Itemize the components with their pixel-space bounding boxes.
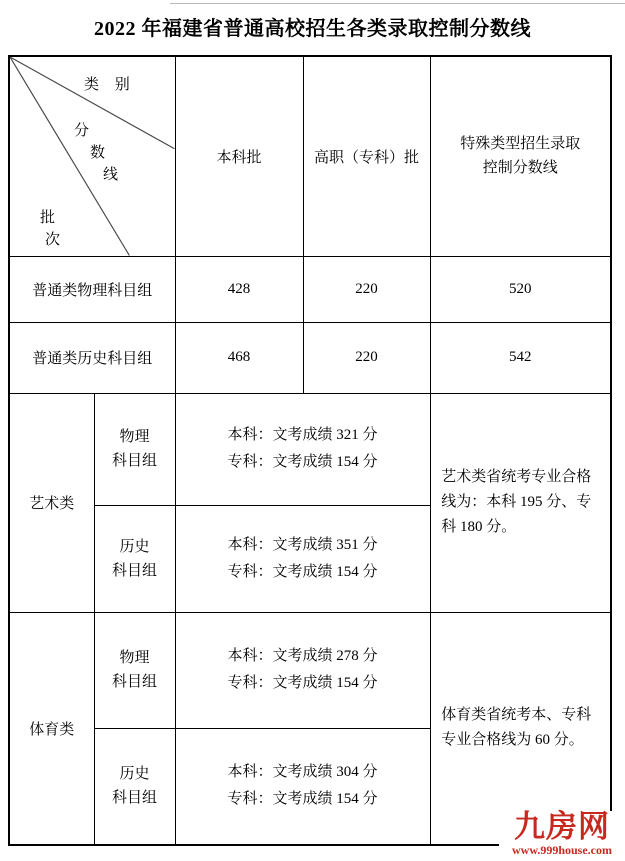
- corner-score-char-3: 线: [103, 167, 119, 183]
- note-text: 体育类省统考本、专科专业合格线为 60 分。: [441, 707, 592, 749]
- score-line2: 专科：文考成绩 154 分: [227, 791, 378, 808]
- row-label: 普通类历史科目组: [9, 322, 175, 393]
- header-special-line2: 控制分数线: [482, 160, 558, 177]
- header-benke: 本科批: [175, 56, 303, 256]
- group-note-art: [430, 393, 611, 612]
- page-title: 2022 年福建省普通高校招生各类录取控制分数线: [94, 18, 531, 40]
- score-line1: 本科：文考成绩 351 分: [227, 536, 378, 553]
- benke-score: 428: [175, 256, 303, 322]
- score-line1: 本科：文考成绩 304 分: [227, 764, 378, 781]
- watermark-logo: [499, 811, 625, 861]
- subject-cell: [94, 505, 175, 612]
- group-label-art: 艺术类: [9, 393, 94, 612]
- subject-line1: 物理: [119, 429, 150, 445]
- benke-score: 468: [175, 322, 303, 393]
- scan-edge-line: [170, 3, 625, 4]
- table-row-sport-physics: [9, 612, 611, 728]
- diagonal-corner-cell: [9, 56, 175, 256]
- corner-batch-char-1: 批: [40, 210, 56, 226]
- table-row-general-physics: [9, 256, 611, 322]
- special-score: 542: [430, 322, 611, 393]
- subject-line2: 科目组: [111, 453, 157, 469]
- score-content-cell: [175, 393, 430, 505]
- special-score: 520: [430, 256, 611, 322]
- subject-line2: 科目组: [111, 562, 157, 579]
- subject-line2: 科目组: [111, 790, 157, 807]
- header-row: [9, 56, 611, 256]
- score-content-cell: [175, 505, 430, 612]
- score-content: [227, 643, 377, 697]
- header-gaozhi: 高职（专科）批: [303, 56, 430, 256]
- subject-line1: 历史: [119, 538, 150, 555]
- gaozhi-score: 220: [303, 322, 430, 393]
- corner-batch-char-2: 次: [45, 232, 61, 248]
- score-table: [8, 55, 612, 846]
- header-special-line1: 特殊类型招生录取: [460, 136, 581, 153]
- subject-line1: 历史: [119, 766, 150, 783]
- corner-batch-label: [40, 207, 60, 251]
- score-content: [227, 759, 377, 813]
- subject-line2: 科目组: [111, 674, 157, 690]
- subject-cell: [94, 612, 175, 728]
- table-row-general-history: [9, 322, 611, 393]
- corner-category-label: 类 别: [84, 77, 136, 93]
- table-row-art-physics: [9, 393, 611, 505]
- score-content-cell: [175, 728, 430, 845]
- score-line2: 专科：文考成绩 154 分: [227, 563, 378, 580]
- score-content-cell: [175, 612, 430, 728]
- note-text: 艺术类省统考专业合格线为：本科 195 分、专科 180 分。: [441, 469, 592, 535]
- score-line2: 专科：文考成绩 154 分: [227, 454, 378, 470]
- gaozhi-score: 220: [303, 256, 430, 322]
- score-line1: 本科：文考成绩 321 分: [227, 427, 378, 443]
- brand-logo-text: 九房网: [514, 809, 610, 844]
- corner-score-char-1: 分: [74, 123, 90, 139]
- row-label: 普通类物理科目组: [9, 256, 175, 322]
- score-line2: 专科：文考成绩 154 分: [227, 675, 378, 691]
- brand-url-text: www.999house.com: [511, 843, 612, 857]
- score-content: [227, 532, 377, 586]
- subject-line1: 物理: [119, 650, 150, 666]
- score-content: [227, 422, 377, 476]
- corner-score-char-2: 数: [90, 145, 106, 161]
- subject-cell: [94, 728, 175, 845]
- score-line1: 本科：文考成绩 278 分: [227, 648, 378, 664]
- subject-cell: [94, 393, 175, 505]
- group-label-sport: 体育类: [9, 612, 94, 845]
- header-special: [430, 56, 611, 256]
